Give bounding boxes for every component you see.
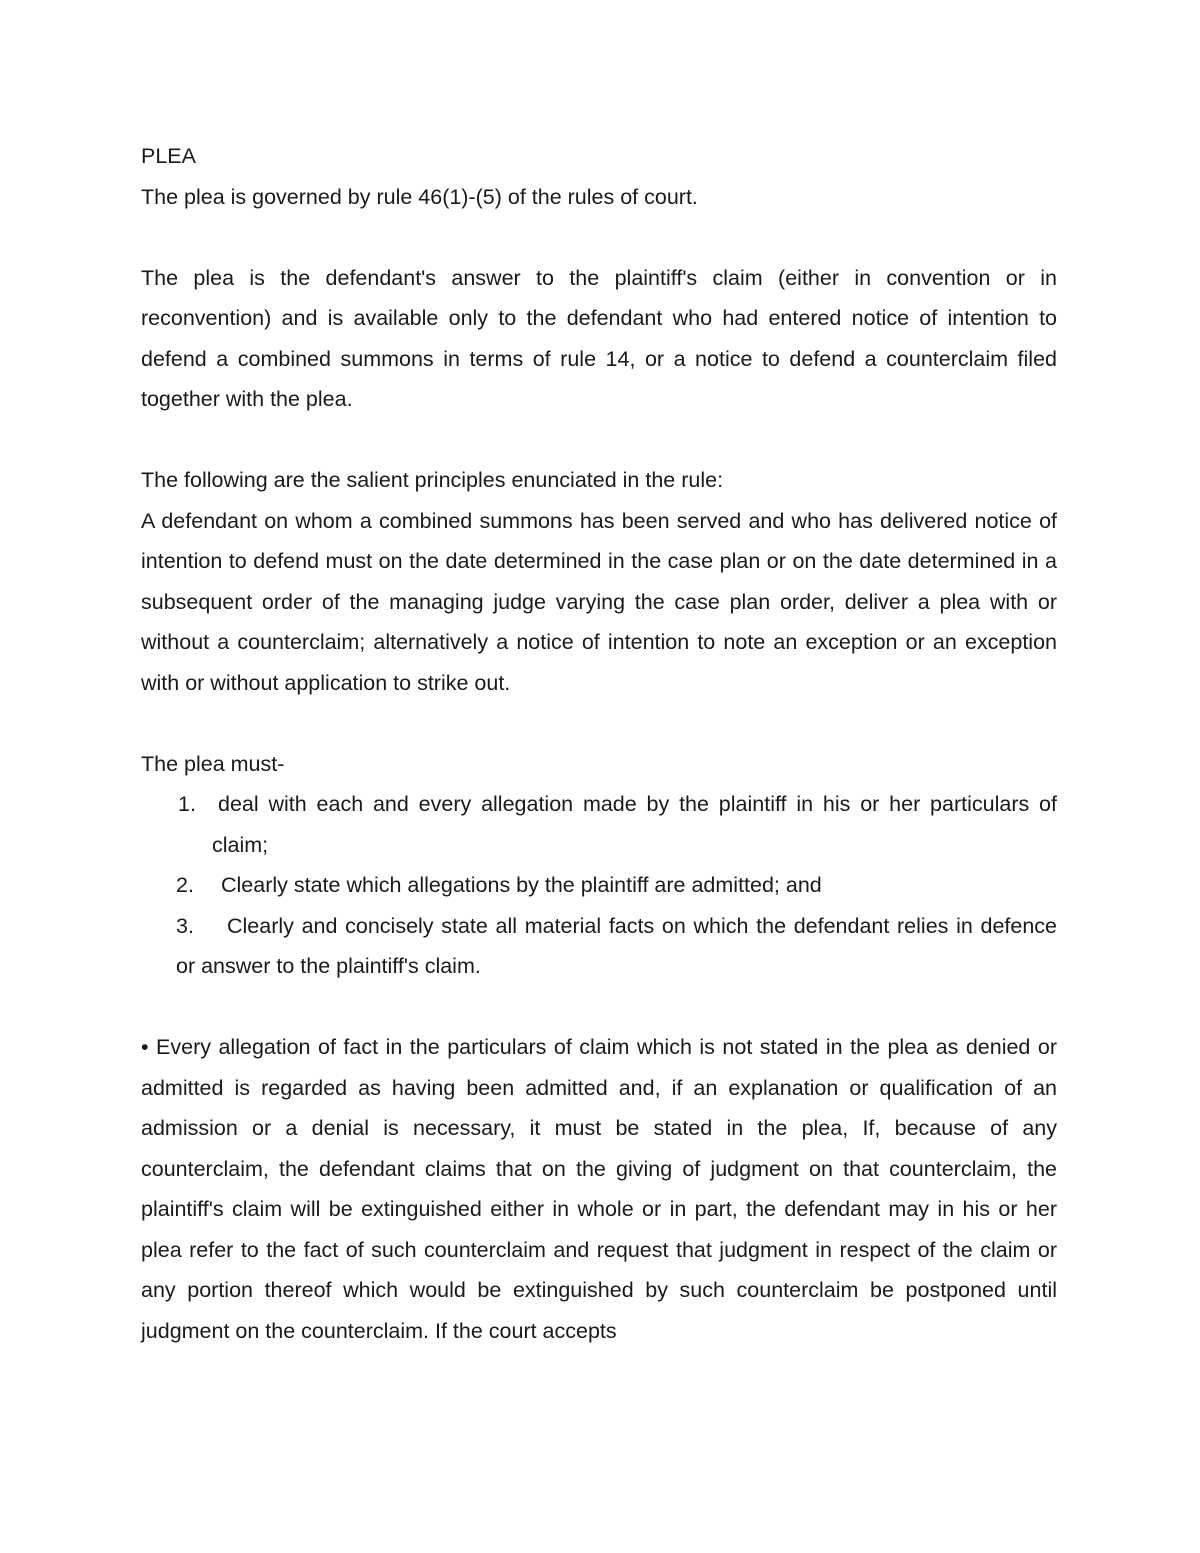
list-item [141,906,1057,987]
plea-requirements-list [141,784,1057,987]
spacer [141,420,1057,461]
list-item [141,784,1057,865]
spacer [141,987,1057,1028]
admission-bullet-paragraph: • Every allegation of fact in the particulars of claim which is not stated in the plea as denied or admitted is regarded as having been admitted and, if an explanation or qualification of an admission or a denial is necessary, it must be stated in the plea, If, because of any counterclaim, the defendant claims that on the giving of judgment on that counterclaim, the plaintiff's claim will be extinguished either in whole or in part, the defendant may in his or her plea refer to the fact of such counterclaim and request that judgment in respect of the claim or any portion thereof which would be extinguished by such counterclaim be postponed until judgment on the counterclaim. If the court accepts [141,1035,1057,1343]
list-item-text: Clearly and concisely state all material facts on which the defendant relies in defence or answer to the plaintiff's claim. [176,913,1057,978]
list-item [141,865,1057,906]
list-item-number: 2. [176,873,194,897]
defendant-obligation-paragraph: A defendant on whom a combined summons has been served and who has delivered notice of intention to defend must on the date determined in the case plan or on the date determined in a subsequent order of the managing judge varying the case plan order, deliver a plea with or without a counterclaim; alternatively a notice of intention to note an exception or an exception with or without application to strike out. [141,508,1057,695]
list-item-number: 1. [178,792,196,816]
document-page [141,136,1057,1351]
list-item-number: 3. [176,913,194,938]
spacer [141,217,1057,258]
document-title: PLEA [141,144,196,168]
plea-must-heading: The plea must- [141,751,285,776]
spacer [141,703,1057,744]
principles-heading: The following are the salient principles enunciated in the rule: [141,468,724,492]
plea-definition-paragraph: The plea is the defendant's answer to the plaintiff's claim (either in convention or in reconvention) and is available only to the defendant who had entered notice of intention to defend a combined summons in terms of rule 14, or a notice to defend a counterclaim filed together with the plea. [141,265,1057,411]
list-item-text: Clearly state which allegations by the plaintiff are admitted; and [221,873,822,897]
intro-paragraph: The plea is governed by rule 46(1)-(5) of the rules of court. [141,184,698,209]
list-item-text: deal with each and every allegation made by the plaintiff in his or her particulars of claim; [212,792,1057,857]
